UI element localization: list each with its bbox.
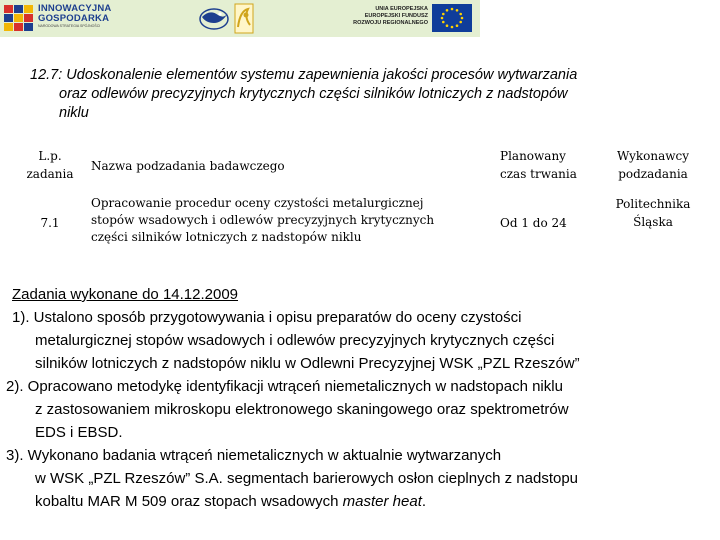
item1-line3: silników lotniczych z nadstopów niklu w Odlewni Precyzyjnej WSK „PZL Rzeszów” [35,355,580,372]
item3-line3-end: . [421,493,427,510]
row-executors [600,195,706,231]
regional-logo-icon [234,3,254,34]
item3-line1: 3). Wykonano badania wtrąceń niemetalicznych w aktualnie wytwarzanych [6,447,502,464]
header-exec-line2: podzadania [618,167,688,181]
row-exec-line2: Śląska [633,215,673,229]
row-name [91,195,491,246]
completed-tasks-title: Zadania wykonane do 14.12.2009 [12,286,239,303]
header-executors [600,147,706,183]
item2-line3: EDS i EBSD. [35,424,123,441]
list-item [6,375,712,444]
row-name-line1: Opracowanie procedur oceny czystości metalurgicznej [91,196,424,210]
list-item [6,444,712,513]
header-lp-line2: zadania [26,167,74,181]
row-name-line2: stopów wsadowych i odlewów precyzyjnych krytycznych [91,213,435,227]
item2-line2: z zastosowaniem mikroskopu elektronowego skaningowego oraz spektrometrów [35,401,569,418]
row-lp: 7.1 [40,216,60,230]
list-item [6,306,712,375]
heading-line-2: oraz odlewów precyzyjnych krytycznych części silników lotniczych z nadstopów [59,86,568,102]
completed-tasks [6,283,712,513]
header-lp [18,147,82,183]
heading-line-3: niklu [59,105,89,121]
subtask-table [18,147,708,244]
table-header-row [18,147,708,191]
bird-emblem-icon [198,3,230,34]
ig-logo-text [38,4,111,29]
item2-line1: 2). Opracowano metodykę identyfikacji wtrąceń niemetalicznych w nadstopach niklu [6,378,563,395]
header-exec-line1: Wykonawcy [617,149,689,163]
header-lp-line1: L.p. [38,149,62,163]
eu-logo-line1: UNIA EUROPEJSKA [375,6,428,12]
header-time-line2: czas trwania [500,167,577,181]
header-name: Nazwa podzadania badawczego [91,159,285,173]
section-heading [30,66,690,123]
header-time [500,147,600,183]
ig-logo-line2: GOSPODARKA [38,13,110,24]
ig-logo-line1: INNOWACYJNA [38,3,112,14]
item3-line3-text: kobaltu MAR M 509 oraz stopach wsadowych [35,493,343,510]
heading-line-1: 12.7: Udoskonalenie elementów systemu zapewnienia jakości procesów wytwarzania [30,67,578,83]
eu-logo-line2: EUROPEJSKI FUNDUSZ [364,13,428,19]
row-time: Od 1 do 24 [500,216,567,230]
logo-banner [0,0,480,37]
item1-line1: 1). Ustalono sposób przygotowywania i opisu preparatów do oceny czystości [12,309,522,326]
item1-line2: metalurgicznej stopów wsadowych i odlewów precyzyjnych krytycznych części [35,332,555,349]
row-exec-line1: Politechnika [615,197,691,211]
ig-mark-icon [4,5,34,32]
ig-logo-line3: NARODOWA STRATEGIA SPÓJNOŚCI [38,24,101,28]
table-row [18,195,708,253]
item3-line3 [6,490,712,513]
eu-logo-line3: ROZWOJU REGIONALNEGO [353,20,428,26]
header-time-line1: Planowany [500,149,566,163]
innowacyjna-gospodarka-logo [4,3,154,34]
row-name-line3: części silników lotniczych z nadstopów niklu [91,230,362,244]
eu-logo-text [324,6,428,27]
eu-flag-icon [432,4,472,32]
item3-line2: w WSK „PZL Rzeszów” S.A. segmentach barierowych osłon cieplnych z nadstopu [35,470,579,487]
master-heat-term: master heat [342,493,422,510]
